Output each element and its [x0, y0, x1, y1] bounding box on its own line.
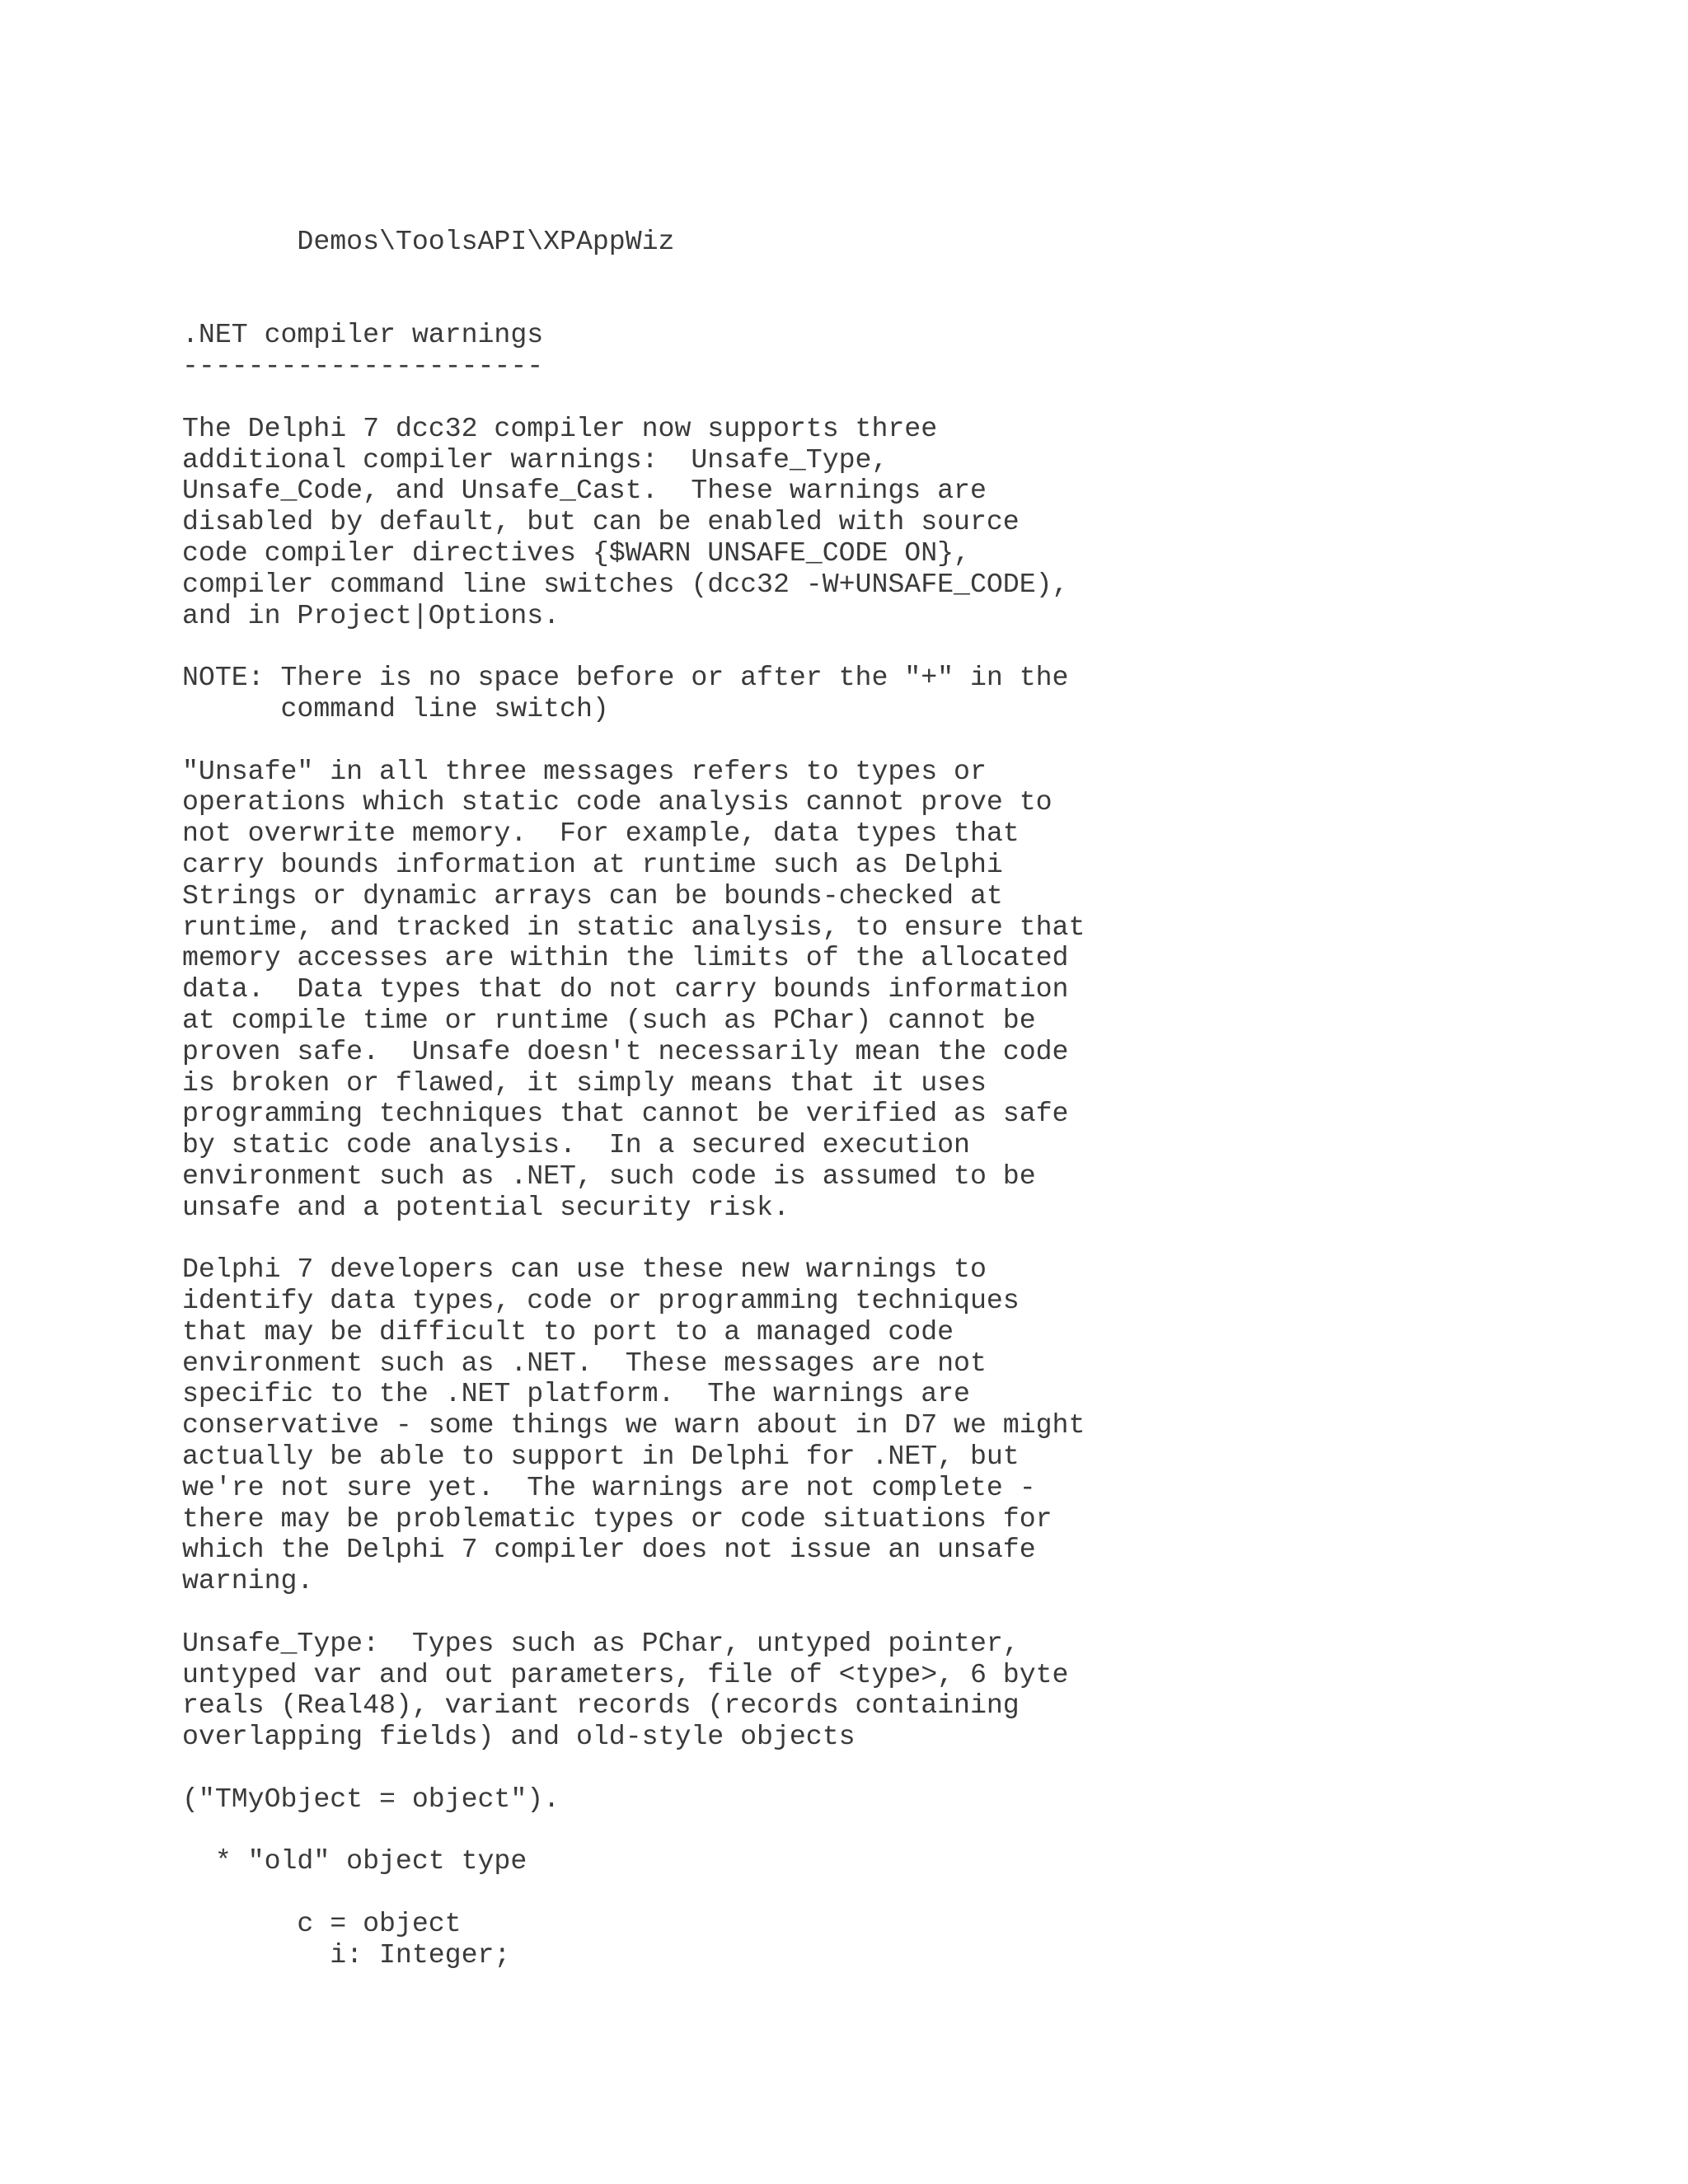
text-line: warning.: [182, 1565, 314, 1597]
text-line: ("TMyObject = object").: [182, 1783, 560, 1815]
text-line: not overwrite memory. For example, data types that: [182, 818, 1020, 850]
text-line: [182, 1753, 1085, 1784]
text-line: data. Data types that do not carry bounds information: [182, 973, 1069, 1005]
text-line: Strings or dynamic arrays can be bounds-checked at: [182, 879, 1003, 912]
text-line: .NET compiler warnings: [182, 319, 544, 351]
text-line: overlapping fields) and old-style objects: [182, 1721, 856, 1753]
text-line: programming techniques that cannot be verified as safe: [182, 1098, 1069, 1130]
text-line: operations which static code analysis cannot prove to: [182, 786, 1053, 818]
text-line: [182, 1597, 1085, 1629]
text-line: specific to the .NET platform. The warnings are: [182, 1378, 970, 1410]
text-line: NOTE: There is no space before or after the "+" in the: [182, 662, 1069, 694]
text-line: is broken or flawed, it simply means that it uses: [182, 1066, 987, 1099]
text-line: by static code analysis. In a secured execution: [182, 1129, 970, 1161]
text-line: [182, 258, 1085, 289]
text-line: c = object: [182, 1908, 462, 1940]
text-line: "Unsafe" in all three messages refers to types or: [182, 755, 987, 787]
text-line: * "old" object type: [182, 1845, 528, 1877]
text-line: compiler command line switches (dcc32 -W+UNSAFE_CODE),: [182, 568, 1069, 600]
text-line: memory accesses are within the limits of the allocated: [182, 942, 1069, 974]
text-line: carry bounds information at runtime such as Delphi: [182, 848, 1003, 880]
text-line: which the Delphi 7 compiler does not issue an unsafe: [182, 1534, 1036, 1566]
text-line: Demos\ToolsAPI\XPAppWiz: [182, 226, 675, 257]
text-line: [182, 1224, 1085, 1255]
text-line: conservative - some things we warn about in D7 we might: [182, 1409, 1085, 1441]
text-line: [182, 289, 1085, 321]
text-line: runtime, and tracked in static analysis, to ensure that: [182, 911, 1085, 943]
text-line: Delphi 7 developers can use these new warnings to: [182, 1254, 987, 1286]
text-line: [182, 631, 1085, 663]
text-line: identify data types, code or programming techniques: [182, 1285, 1020, 1317]
text-line: environment such as .NET. These messages are not: [182, 1347, 987, 1379]
text-line: actually be able to support in Delphi for .NET, but: [182, 1441, 1020, 1473]
text-line: we're not sure yet. The warnings are not complete -: [182, 1471, 1036, 1503]
text-line: [182, 1877, 1085, 1909]
text-line: Unsafe_Code, and Unsafe_Cast. These warnings are: [182, 475, 987, 507]
text-line: environment such as .NET, such code is assumed to be: [182, 1160, 1036, 1192]
text-line: command line switch): [182, 692, 609, 724]
text-line: i: Integer;: [182, 1938, 511, 1971]
text-line: [182, 725, 1085, 757]
text-line: [182, 382, 1085, 414]
text-line: [182, 1816, 1085, 1847]
text-line: Unsafe_Type: Types such as PChar, untyped pointer,: [182, 1627, 1020, 1659]
text-line: code compiler directives {$WARN UNSAFE_CODE ON},: [182, 537, 970, 569]
text-line: at compile time or runtime (such as PChar) cannot be: [182, 1004, 1036, 1036]
text-line: The Delphi 7 dcc32 compiler now supports three: [182, 412, 938, 444]
document-text: [182, 227, 1085, 1971]
text-line: proven safe. Unsafe doesn't necessarily mean the code: [182, 1035, 1069, 1067]
text-line: reals (Real48), variant records (records containing: [182, 1690, 1020, 1722]
text-line: disabled by default, but can be enabled with source: [182, 506, 1020, 538]
text-line: there may be problematic types or code situations for: [182, 1502, 1053, 1535]
text-line: additional compiler warnings: Unsafe_Type,: [182, 443, 889, 476]
text-line: untyped var and out parameters, file of <type>, 6 byte: [182, 1658, 1069, 1690]
text-line: ----------------------: [182, 350, 544, 382]
text-line: and in Project|Options.: [182, 599, 560, 631]
text-line: unsafe and a potential security risk.: [182, 1191, 790, 1223]
text-line: that may be difficult to port to a managed code: [182, 1315, 954, 1347]
